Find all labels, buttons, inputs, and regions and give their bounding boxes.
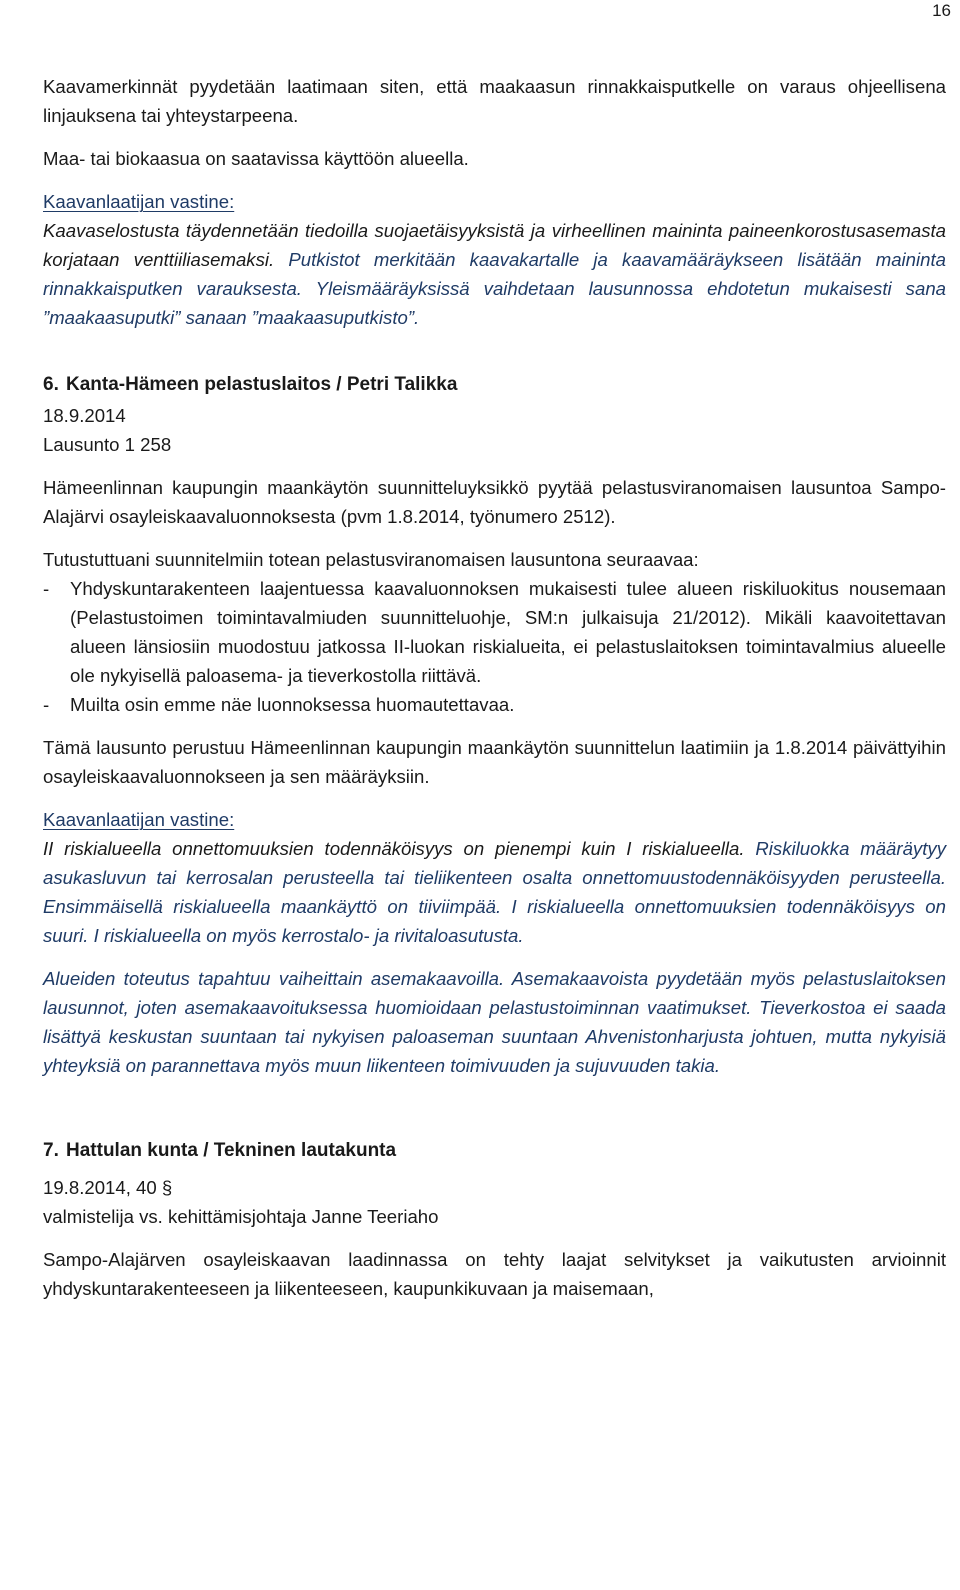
- section-7-title: Hattulan kunta / Tekninen lautakunta: [66, 1140, 397, 1161]
- reply-1-text-c: Yleismääräyksissä vaihdetaan lausunnossa ehdotetun mukaisesti sana ”maakaasuputki” sanaan ”maakaasuputkisto”.: [43, 278, 946, 328]
- reply-2-p1-a: II riskialueella onnettomuuksien todennäköisyys on pienempi kuin I riskialueella.: [43, 838, 756, 859]
- document-body: [43, 72, 946, 1303]
- reply-label-2: [43, 805, 946, 834]
- reply-label-text: Kaavanlaatijan vastine:: [43, 191, 235, 212]
- section-6-date: 18.9.2014: [43, 405, 126, 426]
- page-number: 16: [932, 1, 951, 20]
- section-6-paragraph-3: Tämä lausunto perustuu Hämeenlinnan kaupungin maankäytön suunnittelun laatimiin ja 1.8.2014 päivättyihin osayleiskaavaluonnokseen ja sen määräyksiin.: [43, 737, 946, 787]
- intro-paragraph-1: Kaavamerkinnät pyydetään laatimaan siten, että maakaasun rinnakkaisputkelle on varaus ohjeellisena linjauksena tai yhteystarpeena.: [43, 76, 946, 126]
- reply-2-p1-c: Ensimmäisellä riskialueella maankäyttö on tiiviimpää.: [43, 896, 512, 917]
- section-6-bullet-2: - Muilta osin emme näe luonnoksessa huomautettavaa.: [43, 690, 946, 719]
- reply-2-paragraph-2: [43, 964, 946, 1080]
- reply-2-p2-a: Alueiden toteutus tapahtuu vaiheittain asemakaavoilla.: [43, 968, 512, 989]
- reply-1-text-b: Putkistot merkitään kaavakartalle ja kaavamääräykseen lisätään maininta rinnakkaisputken varauksesta.: [43, 249, 946, 299]
- section-6-paragraph-2: Tutustuttuani suunnitelmiin totean pelastusviranomaisen lausuntona seuraavaa:: [43, 549, 699, 570]
- section-6-bullet-1: - Yhdyskuntarakenteen laajentuessa kaavaluonnoksen mukaisesti tulee alueen riskiluokitus nousemaan (Pelastustoimen toimintavalmiuden suunnitteluohje, SM:n julkaisuja 21/2012). Mikäli kaavoitettavan alueen länsiosiin muodostuu jatkossa II-luokan riskialueita, ei pelastuslaitoksen toimintavalmius alueelle ole nykyisellä paloasema- ja tieverkostolla riittävä.: [43, 574, 946, 690]
- section-6-title: Kanta-Hämeen pelastuslaitos / Petri Talikka: [66, 374, 458, 395]
- section-6-heading: [43, 370, 946, 399]
- reply-2-p1-e: I riskialueella on myös kerrostalo- ja rivitaloasutusta.: [93, 925, 524, 946]
- section-7-heading: [43, 1136, 946, 1165]
- reply-label-text-2: Kaavanlaatijan vastine:: [43, 809, 235, 830]
- reply-2-p2-b: Asemakaavoista pyydetään myös pelastuslaitoksen lausunnot, joten asemakaavoituksessa huomioidaan pelastustoiminnan vaatimukset.: [43, 968, 946, 1018]
- section-7-paragraph-1: Sampo-Alajärven osayleiskaavan laadinnassa on tehty laajat selvitykset ja vaikutusten arvioinnit yhdyskuntarakenteeseen ja liikenteeseen, kaupunkikuvaan ja maisemaan,: [43, 1249, 946, 1299]
- section-6-bullet-list: [43, 574, 946, 719]
- intro-paragraph-2: Maa- tai biokaasua on saatavissa käyttöön alueella.: [43, 148, 469, 169]
- section-7-preparer: valmistelija vs. kehittämisjohtaja Janne Teeriaho: [43, 1206, 439, 1227]
- reply-label-1: [43, 187, 946, 216]
- section-6-number: 6.: [43, 374, 59, 395]
- reply-2-paragraph-1: [43, 834, 946, 950]
- reply-1-text-a: Kaavaselostusta täydennetään tiedoilla suojaetäisyyksistä ja virheellinen maininta paineenkorostusasemasta korjataan venttiiliasemaksi.: [43, 220, 946, 270]
- section-6-reference: Lausunto 1 258: [43, 434, 172, 455]
- reply-2-p2-c: Tieverkostoa ei saada lisättyä keskustan suuntaan tai nykyisen paloaseman suuntaan Ahvenistonharjusta johtuen, mutta nykyisiä yhteyksiä on parannettava myös muun liikenteen toimivuuden ja sujuvuuden takia.: [43, 997, 947, 1076]
- section-7-number: 7.: [43, 1140, 59, 1161]
- reply-1-text: [43, 216, 946, 332]
- section-6-paragraph-1: Hämeenlinnan kaupungin maankäytön suunnitteluyksikkö pyytää pelastusviranomaisen lausuntoa Sampo-Alajärvi osayleiskaavaluonnoksesta (pvm 1.8.2014, työnumero 2512).: [43, 477, 946, 527]
- section-7-date: 19.8.2014, 40 §: [43, 1177, 173, 1198]
- reply-2-p1-d: I riskialueella onnettomuuksien todennäköisyys on suuri.: [43, 896, 946, 946]
- reply-2-p1-b: Riskiluokka määräytyy asukasluvun tai kerrosalan perusteella tai tieliikenteen osalta onnettomuustodennäköisyyden perusteella.: [43, 838, 946, 888]
